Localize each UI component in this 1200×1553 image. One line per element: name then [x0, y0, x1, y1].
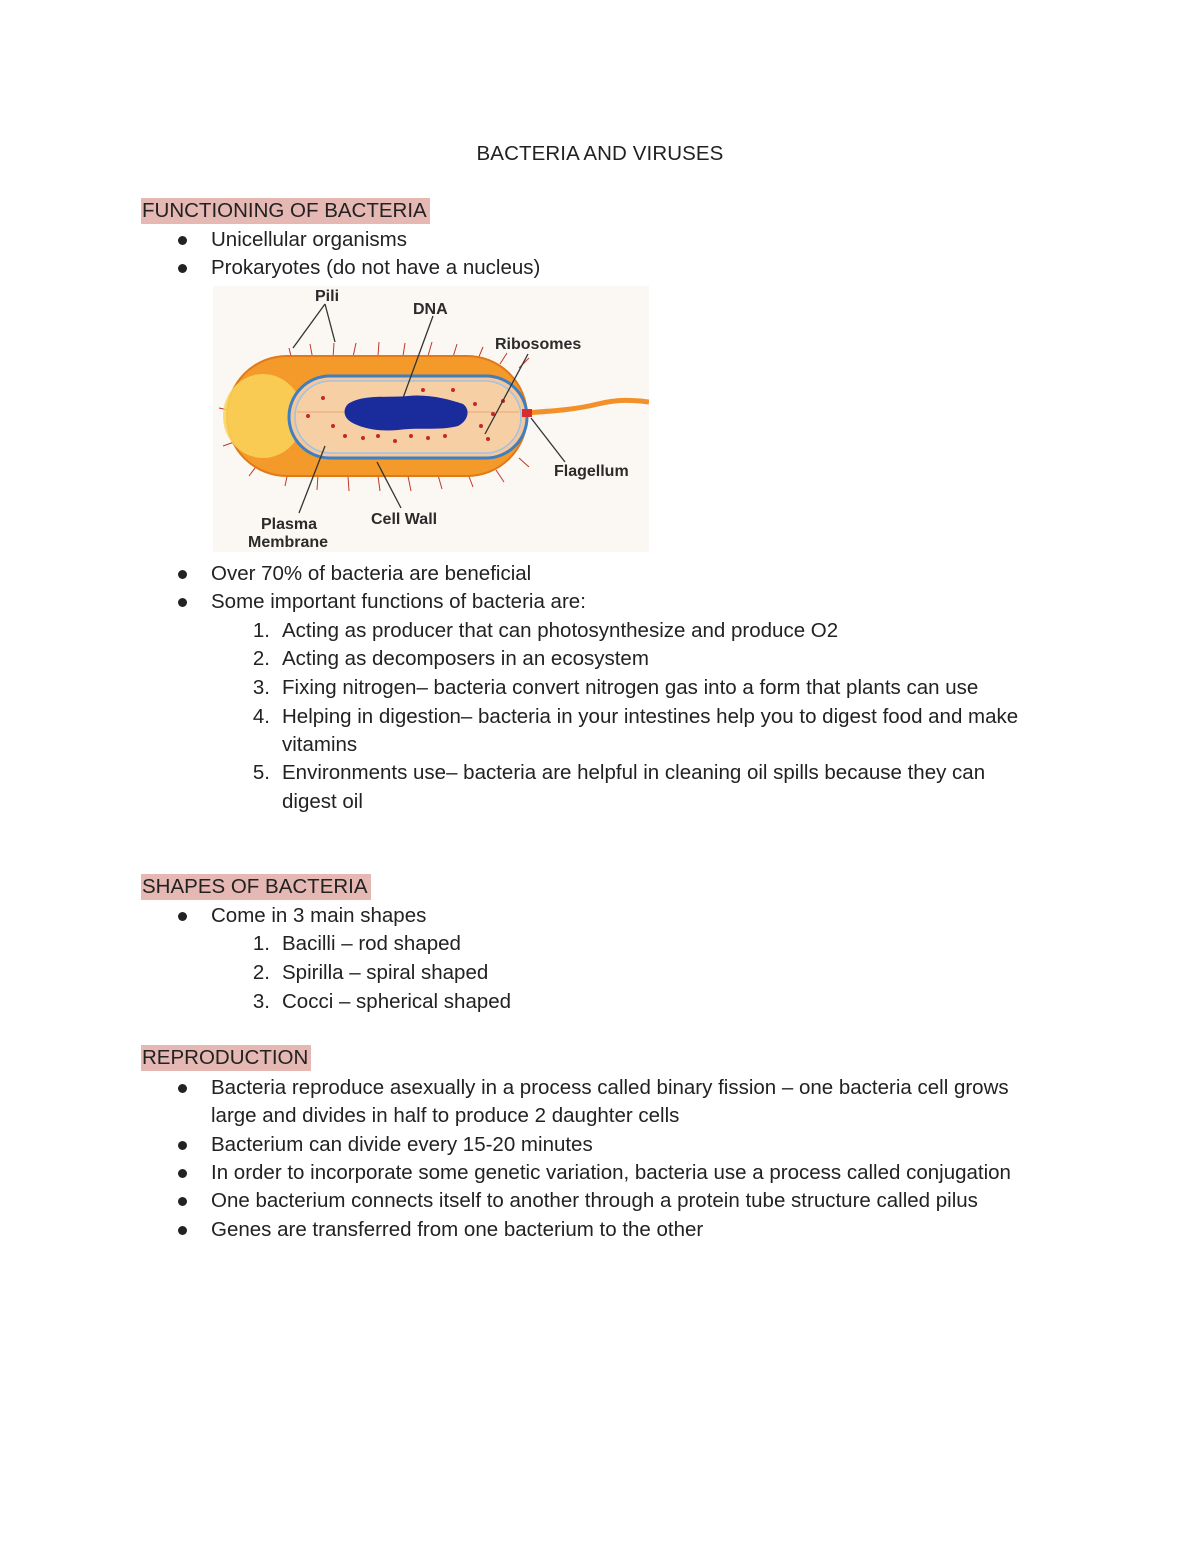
section-heading-shapes: SHAPES OF BACTERIA [141, 874, 371, 900]
numbered-item: Bacilli – rod shaped [282, 932, 461, 955]
list-number: 4. [252, 705, 270, 728]
list-item: Over 70% of bacteria are beneficial [211, 562, 532, 585]
bullet-icon [178, 264, 187, 273]
list-number: 1. [252, 619, 270, 642]
diagram-label-plasma: Plasma [261, 516, 318, 533]
numbered-item-continuation: vitamins [282, 733, 358, 756]
section-heading-functioning: FUNCTIONING OF BACTERIA [141, 198, 430, 224]
dna-nucleoid [345, 396, 468, 431]
list-item: Come in 3 main shapes [211, 904, 427, 927]
diagram-label-ribosomes: Ribosomes [495, 336, 582, 353]
list-item: Prokaryotes (do not have a nucleus) [211, 256, 541, 279]
list-item: In order to incorporate some genetic variation, bacteria use a process called conjugation [211, 1161, 1011, 1184]
list-number: 2. [252, 961, 270, 984]
page-title: BACTERIA AND VIRUSES [476, 142, 724, 165]
bullet-icon [178, 570, 187, 579]
diagram-label-flagellum: Flagellum [554, 463, 629, 480]
bullet-icon [178, 912, 187, 921]
bullet-icon [178, 1169, 187, 1178]
numbered-item: Cocci – spherical shaped [282, 990, 512, 1013]
list-item: Some important functions of bacteria are: [211, 590, 586, 613]
bullet-icon [178, 1197, 187, 1206]
numbered-item: Fixing nitrogen– bacteria convert nitrogen gas into a form that plants can use [282, 676, 979, 699]
list-number: 5. [252, 761, 270, 784]
list-item: Genes are transferred from one bacterium to the other [211, 1218, 704, 1241]
list-number: 2. [252, 647, 270, 670]
bacteria-diagram [213, 286, 649, 552]
bullet-icon [178, 1141, 187, 1150]
list-number: 3. [252, 990, 270, 1013]
numbered-item: Acting as producer that can photosynthesize and produce O2 [282, 619, 839, 642]
bullet-icon [178, 1226, 187, 1235]
numbered-item: Spirilla – spiral shaped [282, 961, 489, 984]
diagram-label-pili: Pili [315, 288, 340, 305]
list-number: 3. [252, 676, 270, 699]
bullet-icon [178, 236, 187, 245]
list-item: Bacteria reproduce asexually in a process called binary fission – one bacteria cell grows [211, 1076, 1009, 1099]
diagram-label-dna: DNA [413, 301, 448, 318]
list-item-continuation: large and divides in half to produce 2 daughter cells [211, 1104, 680, 1127]
diagram-label-membrane: Membrane [248, 534, 329, 551]
numbered-item: Environments use– bacteria are helpful in cleaning oil spills because they can [282, 761, 986, 784]
diagram-label-cell-wall: Cell Wall [371, 511, 438, 528]
list-number: 1. [252, 932, 270, 955]
bullet-icon [178, 598, 187, 607]
numbered-item-continuation: digest oil [282, 790, 363, 813]
numbered-item: Acting as decomposers in an ecosystem [282, 647, 649, 670]
section-heading-reproduction: REPRODUCTION [141, 1045, 311, 1071]
flagellum-base [522, 409, 532, 417]
list-item: One bacterium connects itself to another through a protein tube structure called pilus [211, 1189, 978, 1212]
numbered-item: Helping in digestion– bacteria in your intestines help you to digest food and make [282, 705, 1019, 728]
list-item: Unicellular organisms [211, 228, 407, 251]
bullet-icon [178, 1084, 187, 1093]
list-item: Bacterium can divide every 15-20 minutes [211, 1133, 593, 1156]
